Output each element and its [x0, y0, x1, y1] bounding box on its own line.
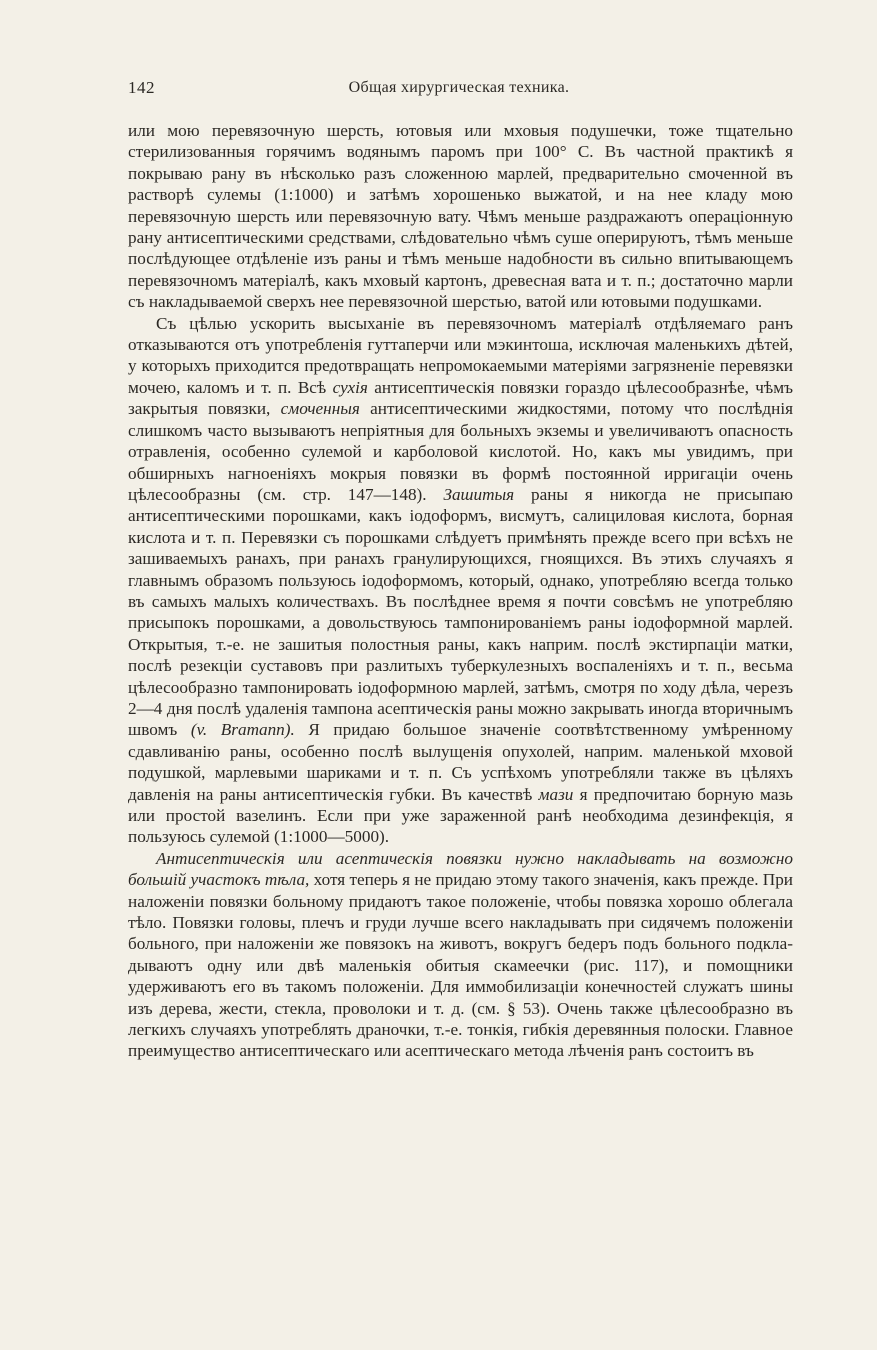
text-run: антисептическими жидкостями, потому что послѣднія слишкомъ часто вызываютъ непріятныя для больныхъ экземы и увеличиваютъ опасность отравленія, особенно сулемой и карболовой кислотой. Но, какъ мы увидимъ, при обширныхъ нагноеніяхъ мокрыя повязки въ формѣ постоянной ирригаціи очень цѣлесообразны (см. стр. 147—148).: [128, 399, 793, 504]
text-run-italic: мази: [538, 784, 574, 804]
paragraph-application: [128, 848, 793, 1062]
text-run: Съ цѣлью ускорить высыханіе въ перевязочномъ матеріалѣ отдѣляемаго ранъ отказываются отъ употребленія гуттаперчи или мэкинтоша, исключая маленькихъ дѣтей, у которыхъ приходится предотвращать непромокаемыми матеріями загрязненіе перевязки мочею, каломъ и т. п. Всѣ: [128, 313, 793, 397]
text-run: или мою перевязочную шерсть, ютовыя или мховыя подушечки, тоже тщательно стерилизованныя горячимъ водянымъ паромъ при 100° С. Въ частной практикѣ я покрываю рану въ нѣсколько разъ сложенною марлей, предварительно смоченной въ растворѣ сулемы (1:1000) и затѣмъ хорошенько выжатой, и на нее кладу мою перевязочную шерсть или перевязочную вату. Чѣмъ меньше раздражаютъ операціонную рану антисептическими средствами, слѣдовательно чѣмъ суше оперируютъ, тѣмъ меньше послѣдующее отдѣленіе изъ раны и тѣмъ меньше надобности въ сильно впитывающемъ перевязочномъ матеріалѣ, какъ мховый картонъ, древесная вата и т. п.; достаточно марли съ накладываемой сверхъ нее перевязочной шерстью, ватой или ютовыми подушками.: [128, 121, 793, 312]
text-run: раны я никогда не присыпаю антисептическими порошками, какъ іодоформъ, висмутъ, салициловая кислота, борная кислота и т. п. Перевязки съ порошками слѣдуетъ примѣнять прежде всего при всѣхъ не зашиваемыхъ ранахъ, при ранахъ гранулирующихся, гноящихся. Въ этихъ случаяхъ я главнымъ образомъ пользуюсь іодоформомъ, который, однако, употребляю всегда только въ самыхъ малыхъ количествахъ. Въ послѣднее время я почти совсѣмъ не употребляю присыпокъ порошками, а довольствуюсь тампонированіемъ раны іодоформной марлей. Открытыя, т.-е. не зашитыя полостныя раны, какъ наприм. послѣ экстирпаціи матки, послѣ резекціи суставовъ при разлитыхъ туберкулезныхъ воспаленіяхъ и т. п., весьма цѣлесообразно тампонировать іодоформною марлей, затѣмъ, смотря по ходу дѣла, черезъ 2—4 дня послѣ удаленія тампона асептическія раны можно закрывать иногда вторичнымъ швомъ: [128, 484, 793, 740]
text-run-italic: смоченныя: [280, 399, 360, 419]
body-text: [128, 120, 793, 1062]
running-head: [128, 78, 790, 104]
page-number: 142: [128, 78, 155, 97]
text-run: я предпочитаю борную мазь или простой вазелинъ. Если при уже зараженной ранѣ необходима дезинфекція, я пользуюсь сулемой (1:1000—5000).: [128, 784, 793, 847]
text-run: хотя теперь я не придаю этому такого значенія, какъ прежде. При наложеніи повязки больному придаютъ такое положеніе, чтобы повязка хорошо облегала тѣло. Повязки головы, плечъ и груди лучше всего накладывать при сидячемъ положеніи больного, при наложеніи же повязокъ на животъ, вокругъ бедеръ подъ больного подкладываютъ одну или двѣ маленькія обитыя скамеечки (рис. 117), и помощники удерживаютъ его въ такомъ положеніи. Для иммобилизаціи конечностей служатъ шины изъ дерева, жести, стекла, проволоки и т. д. (см. § 53). Очень также цѣлесообразно въ легкихъ случаяхъ употреблять драночки, т.-е. тонкія, гибкія деревянныя полоски. Главное преимущество антисептическаго или асептическаго метода лѣченія ранъ состоитъ въ: [128, 870, 794, 1061]
text-run: антисептическія повязки гораздо цѣлесообразнѣе, чѣмъ закрытыя повязки,: [128, 377, 793, 419]
text-run-italic: (v. Bramann).: [190, 720, 295, 740]
running-title: Общая хирургическая техника.: [348, 79, 570, 96]
paragraph-continued: [128, 120, 793, 313]
paragraph-dressings: [128, 313, 793, 848]
text-run-italic: Антисептическія или асептическія повязки нужно накладывать на возможно большій участокъ тѣла,: [128, 848, 793, 890]
text-run: Я придаю большое значеніе соотвѣтственному умѣренному сдавливанію раны, особенно послѣ вылущенія опухолей, наприм. маленькой мховой подушкой, марлевыми шариками и т. п. Съ успѣхомъ употребляли также въ цѣляхъ давленія на раны антисептическія губки. Въ качествѣ: [128, 720, 794, 804]
text-run-italic: Зашитыя: [443, 484, 515, 504]
text-run-italic: сухія: [332, 377, 368, 397]
